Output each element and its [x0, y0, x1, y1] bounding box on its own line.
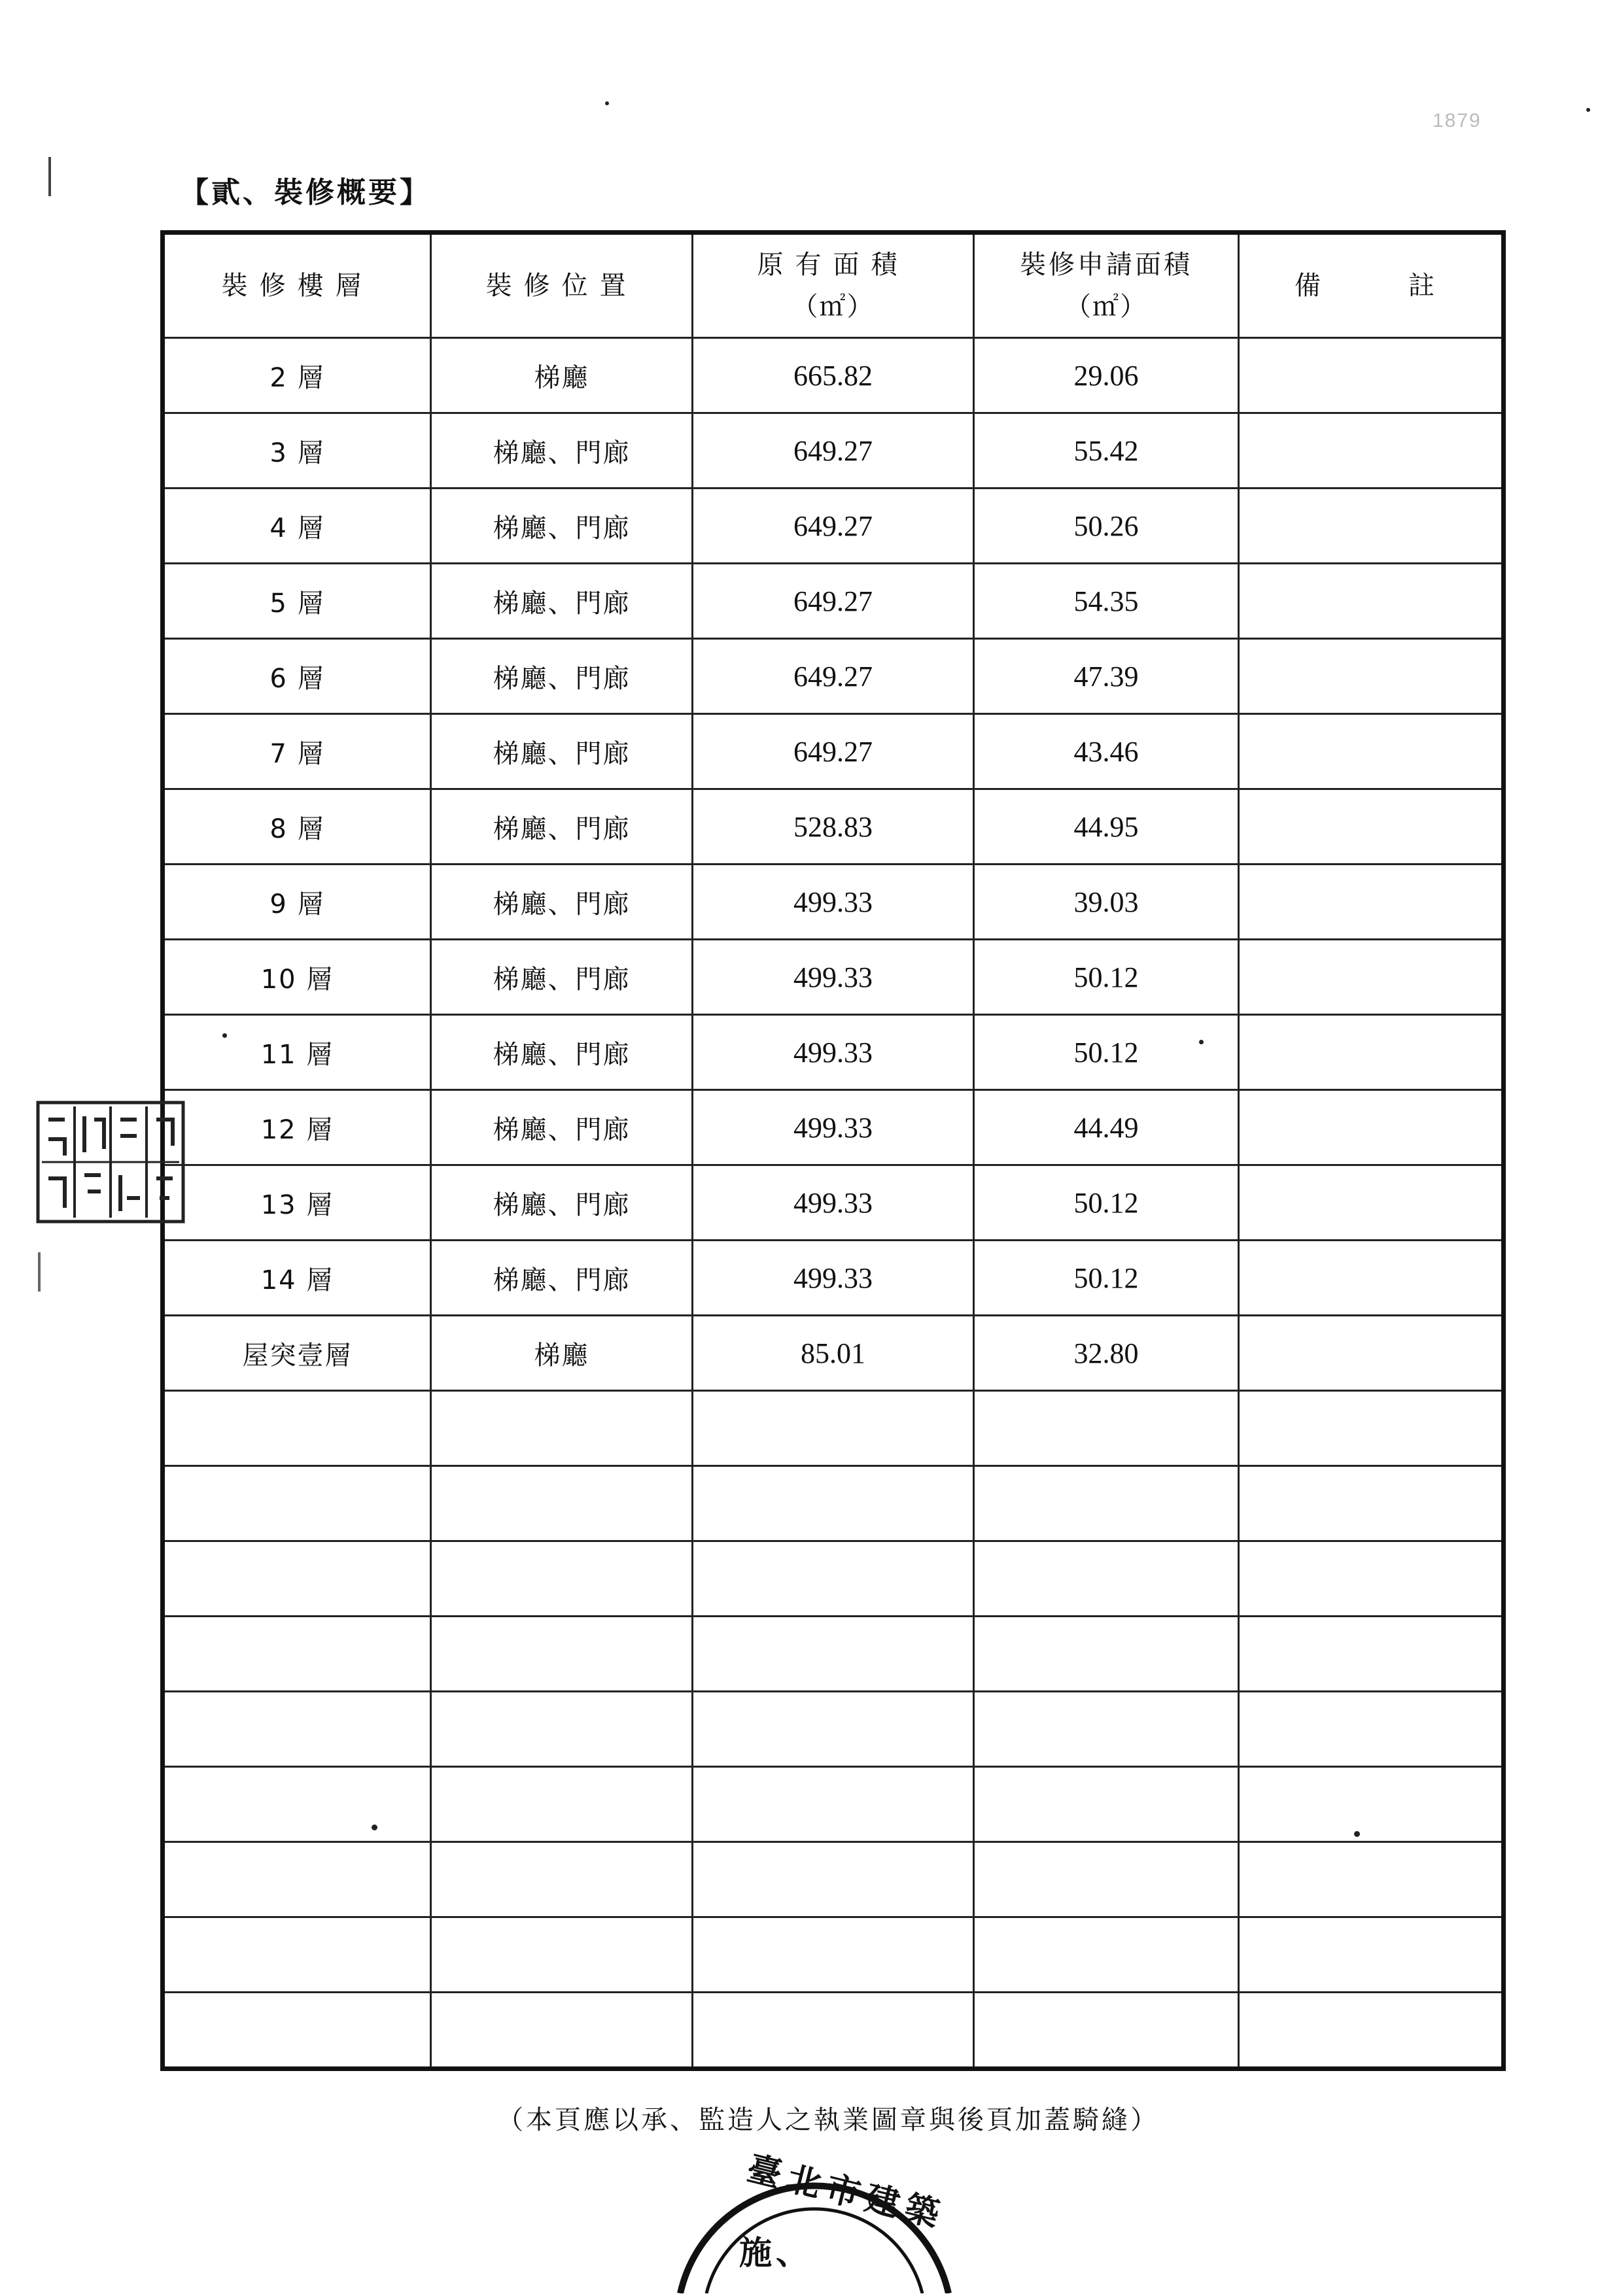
- cell-applied-area-empty: [974, 1617, 1239, 1692]
- cell-location-empty: [431, 1692, 693, 1767]
- cell-applied-area: 50.12: [974, 1015, 1239, 1090]
- renovation-summary-table: [160, 230, 1506, 2071]
- cell-location: 梯廳、門廊: [431, 639, 693, 714]
- cell-applied-area: 50.12: [974, 1165, 1239, 1241]
- cell-remarks-empty: [1239, 1466, 1504, 1541]
- cell-location-empty: [431, 1391, 693, 1466]
- cell-location-empty: [431, 1466, 693, 1541]
- cell-original-area-empty: [693, 1692, 974, 1767]
- cell-floor-empty: [163, 1767, 431, 1842]
- cell-location-empty: [431, 1842, 693, 1917]
- cell-location-empty: [431, 1993, 693, 2069]
- cell-original-area: 649.27: [693, 639, 974, 714]
- cell-location: 梯廳: [431, 338, 693, 413]
- cell-location-empty: [431, 1767, 693, 1842]
- cell-original-area: 649.27: [693, 413, 974, 488]
- scan-speck: [1354, 1831, 1360, 1837]
- cell-remarks: [1239, 639, 1504, 714]
- cell-applied-area: 55.42: [974, 413, 1239, 488]
- empty-table-row: [163, 1617, 1504, 1692]
- cell-floor: 14 層: [163, 1241, 431, 1316]
- table-row: [163, 714, 1504, 789]
- cell-floor-empty: [163, 1692, 431, 1767]
- cell-original-area: 499.33: [693, 940, 974, 1015]
- cell-floor-empty: [163, 1842, 431, 1917]
- table-row: [163, 1090, 1504, 1165]
- table-header-row: [163, 233, 1504, 338]
- cell-floor: 11 層: [163, 1015, 431, 1090]
- cell-floor-empty: [163, 1617, 431, 1692]
- cell-remarks-empty: [1239, 1767, 1504, 1842]
- cell-floor: 5 層: [163, 564, 431, 639]
- table-row: [163, 1316, 1504, 1391]
- table-row: [163, 488, 1504, 564]
- table-row: [163, 639, 1504, 714]
- cell-floor: 10 層: [163, 940, 431, 1015]
- empty-table-row: [163, 1466, 1504, 1541]
- cell-applied-area: 47.39: [974, 639, 1239, 714]
- cell-remarks: [1239, 1090, 1504, 1165]
- cell-remarks: [1239, 413, 1504, 488]
- scan-speck: [372, 1825, 377, 1830]
- cell-floor-empty: [163, 1466, 431, 1541]
- cell-floor-empty: [163, 1541, 431, 1617]
- header-floor: 裝修樓層: [163, 233, 431, 338]
- cell-floor-empty: [163, 1391, 431, 1466]
- cell-applied-area: 50.12: [974, 1241, 1239, 1316]
- header-applied-area-label: 裝修申請面積: [1020, 250, 1192, 280]
- header-original-area-label: 原有面積: [757, 250, 909, 280]
- cell-original-area-empty: [693, 1466, 974, 1541]
- cell-location: 梯廳、門廊: [431, 714, 693, 789]
- cell-applied-area-empty: [974, 1917, 1239, 1993]
- cell-original-area-empty: [693, 1617, 974, 1692]
- cell-remarks-empty: [1239, 1842, 1504, 1917]
- cell-location: 梯廳、門廊: [431, 1165, 693, 1241]
- cell-location: 梯廳、門廊: [431, 865, 693, 940]
- cell-remarks: [1239, 714, 1504, 789]
- cell-remarks-empty: [1239, 1541, 1504, 1617]
- empty-table-row: [163, 1692, 1504, 1767]
- cell-applied-area: 44.95: [974, 789, 1239, 865]
- cell-floor: 3 層: [163, 413, 431, 488]
- page-corner-mark: 1879: [1433, 110, 1482, 131]
- cell-remarks-empty: [1239, 1917, 1504, 1993]
- cell-applied-area-empty: [974, 1391, 1239, 1466]
- cell-original-area-empty: [693, 1767, 974, 1842]
- cell-remarks: [1239, 1165, 1504, 1241]
- cell-applied-area: 32.80: [974, 1316, 1239, 1391]
- cell-location-empty: [431, 1541, 693, 1617]
- cell-original-area-empty: [693, 1917, 974, 1993]
- cell-applied-area: 44.49: [974, 1090, 1239, 1165]
- cell-remarks: [1239, 1241, 1504, 1316]
- table-body: [163, 338, 1504, 2069]
- table-row: [163, 1165, 1504, 1241]
- margin-mark: [48, 157, 51, 196]
- cell-location: 梯廳、門廊: [431, 1241, 693, 1316]
- cell-original-area-empty: [693, 1391, 974, 1466]
- cell-location: 梯廳、門廊: [431, 1015, 693, 1090]
- cell-floor: 2 層: [163, 338, 431, 413]
- cell-remarks-empty: [1239, 1993, 1504, 2069]
- cell-remarks: [1239, 940, 1504, 1015]
- cell-original-area: 85.01: [693, 1316, 974, 1391]
- empty-table-row: [163, 1767, 1504, 1842]
- header-applied-area: [974, 233, 1239, 338]
- cell-original-area: 499.33: [693, 1241, 974, 1316]
- cell-original-area: 499.33: [693, 1015, 974, 1090]
- cell-original-area: 499.33: [693, 1090, 974, 1165]
- cell-original-area: 649.27: [693, 564, 974, 639]
- cell-remarks: [1239, 865, 1504, 940]
- header-location: 裝修位置: [431, 233, 693, 338]
- cell-remarks-empty: [1239, 1617, 1504, 1692]
- cell-location: 梯廳、門廊: [431, 1090, 693, 1165]
- cell-floor: 9 層: [163, 865, 431, 940]
- empty-table-row: [163, 1391, 1504, 1466]
- cell-applied-area-empty: [974, 1466, 1239, 1541]
- scan-speck: [1586, 108, 1590, 112]
- cell-floor: 7 層: [163, 714, 431, 789]
- cell-applied-area-empty: [974, 1767, 1239, 1842]
- cell-floor: 4 層: [163, 488, 431, 564]
- cell-applied-area: 50.26: [974, 488, 1239, 564]
- table-row: [163, 564, 1504, 639]
- cell-applied-area: 43.46: [974, 714, 1239, 789]
- empty-table-row: [163, 1993, 1504, 2069]
- architect-seal-text: 臺北市建築: [743, 2149, 950, 2236]
- cell-floor: 6 層: [163, 639, 431, 714]
- cell-location: 梯廳、門廊: [431, 564, 693, 639]
- header-original-area: [693, 233, 974, 338]
- cell-applied-area-empty: [974, 1541, 1239, 1617]
- cell-original-area: 649.27: [693, 714, 974, 789]
- cell-location-empty: [431, 1617, 693, 1692]
- cell-remarks-empty: [1239, 1692, 1504, 1767]
- cell-floor-empty: [163, 1993, 431, 2069]
- cell-remarks: [1239, 488, 1504, 564]
- table-row: [163, 789, 1504, 865]
- cell-applied-area-empty: [974, 1842, 1239, 1917]
- cell-applied-area: 39.03: [974, 865, 1239, 940]
- header-original-area-unit: （㎡）: [791, 292, 875, 322]
- cell-remarks: [1239, 1015, 1504, 1090]
- cell-floor: 12 層: [163, 1090, 431, 1165]
- cell-original-area: 499.33: [693, 1165, 974, 1241]
- cell-floor-empty: [163, 1917, 431, 1993]
- header-applied-area-unit: （㎡）: [1065, 292, 1147, 322]
- cell-remarks-empty: [1239, 1391, 1504, 1466]
- table-row: [163, 1015, 1504, 1090]
- cell-remarks: [1239, 564, 1504, 639]
- cell-original-area: 665.82: [693, 338, 974, 413]
- table-row: [163, 413, 1504, 488]
- cell-original-area: 528.83: [693, 789, 974, 865]
- cell-original-area-empty: [693, 1842, 974, 1917]
- cell-location: 梯廳、門廊: [431, 413, 693, 488]
- scan-speck: [1199, 1040, 1204, 1044]
- header-remarks: 備 註: [1239, 233, 1504, 338]
- empty-table-row: [163, 1917, 1504, 1993]
- cell-applied-area: 50.12: [974, 940, 1239, 1015]
- cell-location: 梯廳、門廊: [431, 488, 693, 564]
- cell-applied-area-empty: [974, 1692, 1239, 1767]
- cell-location-empty: [431, 1917, 693, 1993]
- cell-remarks: [1239, 1316, 1504, 1391]
- footer-note: （本頁應以承、監造人之執業圖章與後頁加蓋騎縫）: [497, 2105, 1159, 2135]
- cell-applied-area: 29.06: [974, 338, 1239, 413]
- cell-original-area: 499.33: [693, 865, 974, 940]
- cell-location: 梯廳、門廊: [431, 940, 693, 1015]
- empty-table-row: [163, 1541, 1504, 1617]
- seam-tick: [38, 1252, 41, 1292]
- table-row: [163, 1241, 1504, 1316]
- cell-applied-area-empty: [974, 1993, 1239, 2069]
- scan-speck: [222, 1033, 227, 1038]
- cell-floor: 13 層: [163, 1165, 431, 1241]
- cell-remarks: [1239, 789, 1504, 865]
- table-row: [163, 940, 1504, 1015]
- cell-original-area-empty: [693, 1541, 974, 1617]
- section-title: 【貳、裝修概要】: [180, 176, 431, 209]
- empty-table-row: [163, 1842, 1504, 1917]
- seam-seal-left: [35, 1100, 186, 1224]
- table-row: [163, 338, 1504, 413]
- cell-remarks: [1239, 338, 1504, 413]
- cell-original-area: 649.27: [693, 488, 974, 564]
- cell-location: 梯廳: [431, 1316, 693, 1391]
- cell-location: 梯廳、門廊: [431, 789, 693, 865]
- architect-seal-inner-text: 施、: [739, 2234, 812, 2272]
- cell-floor: 8 層: [163, 789, 431, 865]
- scan-speck: [605, 101, 609, 105]
- cell-applied-area: 54.35: [974, 564, 1239, 639]
- cell-original-area-empty: [693, 1993, 974, 2069]
- cell-floor: 屋突壹層: [163, 1316, 431, 1391]
- table-row: [163, 865, 1504, 940]
- architect-seal: [661, 2138, 968, 2293]
